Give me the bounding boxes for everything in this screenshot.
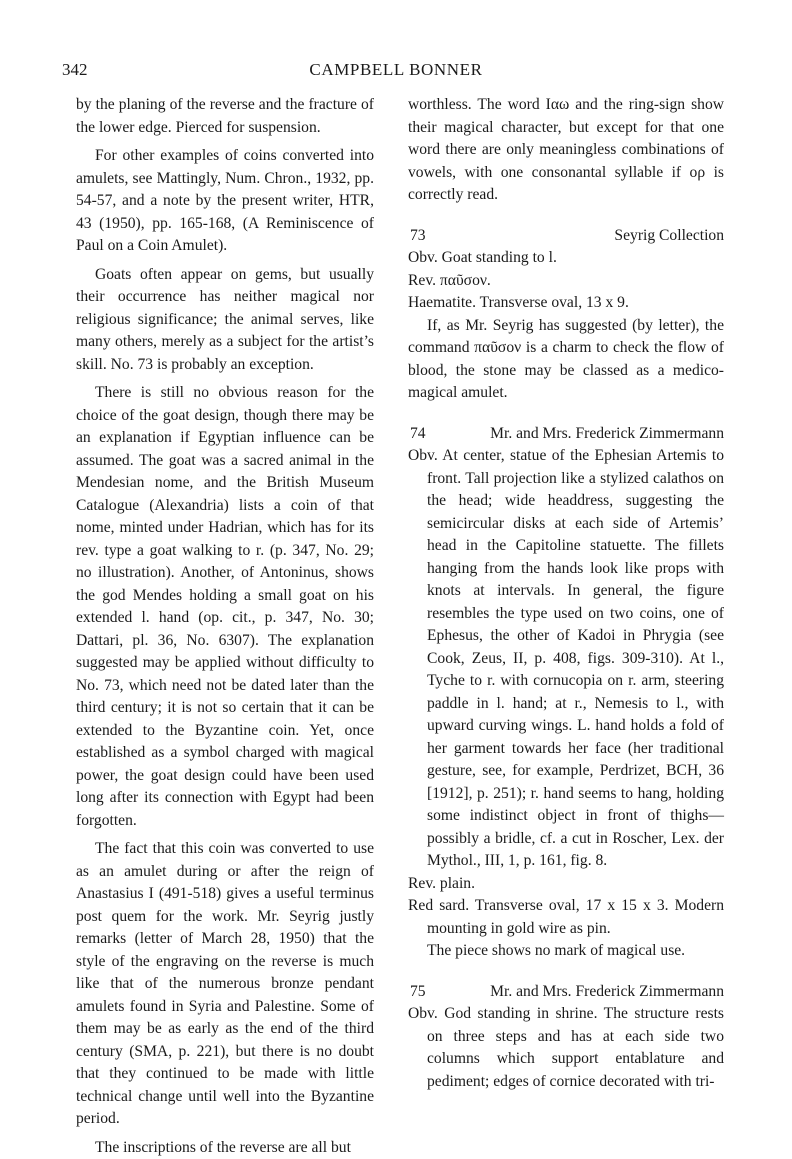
paragraph-goat-design: There is still no obvious reason for the choice of the goat design, though there may be an explanation if Egyptian influence can be assumed. The goat was a sacred animal in the Mendesian nome, and the British Museum Catalogue (Alexandria) lists a coin of that nome, minted under Hadrian, which has for its rev. type a goat walking to r. (p. 347, No. 29; no illustration). Another, of Antoninus, shows the god Mendes holding a small goat on his extended l. hand (op. cit., p. 347, No. 30; Dattari, pl. 36, No. 6307). The explanation suggested may be applied without difficulty to No. 73, which need not be dated later than the third century; it is not so certain that it can be extended to the Byzantine coin. Yet, once established as a symbol charged with magical power, the goat design could have been used long after its connection with Egypt had been forgotten. bbox=[76, 382, 374, 832]
entry-74-reverse: Rev. plain. bbox=[408, 873, 724, 896]
paragraph-goats-on-gems: Goats often appear on gems, but usually their occurrence has neither magical nor religious significance; the animal serves, like many others, merely as a subject for the artist’s skill. No. 73 is probably an exception. bbox=[76, 264, 374, 377]
page-header bbox=[0, 60, 792, 84]
entry-73-heading bbox=[408, 225, 724, 248]
running-head: CAMPBELL BONNER bbox=[0, 60, 792, 80]
entry-75-heading bbox=[408, 981, 724, 1004]
left-column bbox=[76, 94, 374, 1159]
entry-73-note: If, as Mr. Seyrig has suggested (by letter), the command παῦσον is a charm to check the flow of blood, the stone may be classed as a medico-magical amulet. bbox=[408, 315, 724, 405]
entry-74-note: The piece shows no mark of magical use. bbox=[408, 940, 724, 963]
entry-74-obverse: Obv. At center, statue of the Ephesian Artemis to front. Tall projection like a stylized calathos on the head; wide headdress, suggesting the semicircular disks at each side of Artemis’ head in the Capitoline statuette. The fillets hanging from the hands look like props with knots at intervals. In general, the figure resembles the type used on two coins, one of Ephesus, the other of Kadoi in Phrygia (see Cook, Zeus, II, p. 408, figs. 309-310). At l., Tyche to r. with cornucopia on r. arm, steering paddle in l. hand; at r., Nemesis to l., with upward curving wings. L. hand holds a fold of her garment towards her face (her traditional gesture, see, for example, Perdrizet, BCH, 36 [1912], p. 251); r. hand seems to hang, holding some indistinct object in front of thighs—possibly a bridle, cf. a cut in Roscher, Lex. der Mythol., III, 1, p. 161, fig. 8. bbox=[408, 445, 724, 873]
paragraph-amulet-examples: For other examples of coins converted into amulets, see Mattingly, Num. Chron., 1932, pp. 54-57, and a note by the present writer, HTR, 43 (1950), pp. 165-168, (A Reminiscence of Paul on a Coin Amulet). bbox=[76, 145, 374, 258]
entry-73-reverse: Rev. παῦσον. bbox=[408, 270, 724, 293]
right-column bbox=[408, 94, 724, 1093]
entry-number: 75 bbox=[408, 981, 426, 1004]
page-number: 342 bbox=[62, 60, 88, 80]
entry-number: 73 bbox=[408, 225, 426, 248]
entry-73-material: Haematite. Transverse oval, 13 x 9. bbox=[408, 292, 724, 315]
paragraph-terminus-post-quem: The fact that this coin was converted to use as an amulet during or after the reign of Anastasius I (491-518) gives a useful terminus post quem for the work. Mr. Seyrig justly remarks (letter of March 28, 1950) that the style of the engraving on the reverse is much like that of the numerous bronze pendant amulets found in Syria and Palestine. Some of them may be as early as the end of the third century (SMA, p. 221), but there is no doubt that they continued to be made with little technical change until well into the Byzantine period. bbox=[76, 838, 374, 1131]
entry-75-obverse: Obv. God standing in shrine. The structure rests on three steps and has at each side two columns which support entablature and pediment; edges of cornice decorated with tri- bbox=[408, 1003, 724, 1093]
entry-collection: Mr. and Mrs. Frederick Zimmermann bbox=[426, 981, 724, 1004]
entry-73-obverse: Obv. Goat standing to l. bbox=[408, 247, 724, 270]
entry-collection: Mr. and Mrs. Frederick Zimmermann bbox=[426, 423, 724, 446]
entry-number: 74 bbox=[408, 423, 426, 446]
entry-74-heading bbox=[408, 423, 724, 446]
paragraph-continuation-right: worthless. The word Ιαω and the ring-sign show their magical character, but except for that one word there are only meaningless combinations of vowels, with one consonantal syllable if ορ is correctly read. bbox=[408, 94, 724, 207]
paragraph-continuation: by the planing of the reverse and the fracture of the lower edge. Pierced for suspension. bbox=[76, 94, 374, 139]
paragraph-inscriptions: The inscriptions of the reverse are all but bbox=[76, 1137, 374, 1159]
entry-collection: Seyrig Collection bbox=[614, 225, 724, 248]
entry-74-material: Red sard. Transverse oval, 17 x 15 x 3. Modern mounting in gold wire as pin. bbox=[408, 895, 724, 940]
